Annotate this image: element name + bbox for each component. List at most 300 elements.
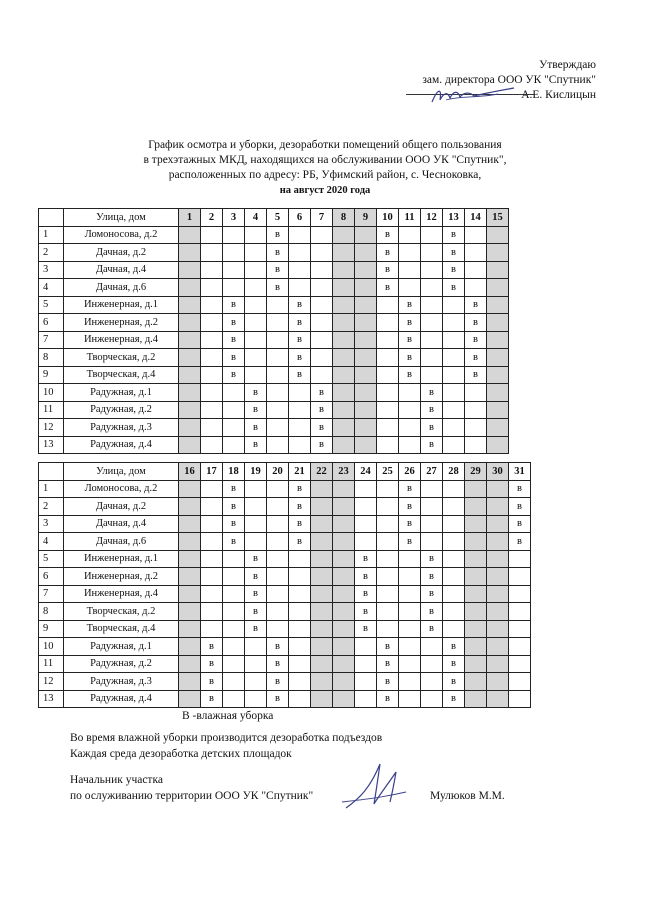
- day-cell: [201, 296, 223, 314]
- cleaning-mark-cell: в: [377, 690, 399, 708]
- cleaning-mark-cell: в: [399, 349, 421, 367]
- day-cell: [399, 620, 421, 638]
- day-cell: [333, 515, 355, 533]
- day-cell: [465, 436, 487, 454]
- cleaning-mark-cell: в: [443, 673, 465, 691]
- row-number-cell: 11: [39, 655, 64, 673]
- day-cell: [399, 568, 421, 586]
- day-cell: [443, 314, 465, 332]
- footer-position-line-2: по ослуживанию территории ООО УК "Спутник": [70, 790, 314, 802]
- day-cell: [267, 401, 289, 419]
- row-street-cell: Ломоносова, д.2: [64, 480, 179, 498]
- cleaning-mark-cell: в: [267, 655, 289, 673]
- day-cell: [355, 498, 377, 516]
- table-row: [39, 673, 531, 691]
- row-street-cell: Инженерная, д.2: [64, 568, 179, 586]
- cleaning-mark-cell: в: [311, 384, 333, 402]
- day-cell: [223, 401, 245, 419]
- cleaning-mark-cell: в: [311, 436, 333, 454]
- day-cell: [311, 603, 333, 621]
- day-cell: [421, 480, 443, 498]
- row-number-cell: 7: [39, 585, 64, 603]
- row-number-cell: 5: [39, 296, 64, 314]
- day-cell: [245, 226, 267, 244]
- cleaning-mark-cell: в: [399, 515, 421, 533]
- day-cell: [333, 261, 355, 279]
- approval-signature: [428, 82, 518, 108]
- day-cell: [443, 585, 465, 603]
- cleaning-mark-cell: в: [443, 279, 465, 297]
- cleaning-mark-cell: в: [267, 673, 289, 691]
- cleaning-mark-cell: в: [245, 585, 267, 603]
- day-cell: [201, 331, 223, 349]
- day-cell: [201, 226, 223, 244]
- day-cell: [399, 550, 421, 568]
- day-cell: [179, 314, 201, 332]
- day-cell: [399, 436, 421, 454]
- day-cell: [311, 498, 333, 516]
- cleaning-mark-cell: в: [311, 419, 333, 437]
- day-cell: [179, 279, 201, 297]
- day-cell: [289, 568, 311, 586]
- day-cell: [333, 401, 355, 419]
- day-cell: [289, 419, 311, 437]
- day-cell: [355, 331, 377, 349]
- table-row: [39, 638, 531, 656]
- day-cell: [245, 349, 267, 367]
- day-cell: [179, 498, 201, 516]
- cleaning-mark-cell: в: [465, 314, 487, 332]
- day-cell: [267, 568, 289, 586]
- day-cell: [487, 226, 509, 244]
- day-cell: [333, 603, 355, 621]
- day-cell: [289, 585, 311, 603]
- row-number-cell: 8: [39, 349, 64, 367]
- day-cell: [355, 296, 377, 314]
- day-cell: [465, 603, 487, 621]
- day-cell: [245, 673, 267, 691]
- day-cell: [223, 436, 245, 454]
- day-cell: [487, 690, 509, 708]
- day-cell: [355, 261, 377, 279]
- day-cell: [179, 349, 201, 367]
- day-cell: [311, 331, 333, 349]
- day-cell: [311, 620, 333, 638]
- title-line-1: График осмотра и уборки, дезоработки помещений общего пользования: [148, 139, 502, 151]
- day-cell: [267, 436, 289, 454]
- day-cell: [311, 226, 333, 244]
- cleaning-mark-cell: в: [201, 690, 223, 708]
- day-cell: [311, 366, 333, 384]
- day-cell: [333, 349, 355, 367]
- header-day-cell: 28: [443, 463, 465, 481]
- cleaning-mark-cell: в: [267, 279, 289, 297]
- day-cell: [179, 533, 201, 551]
- day-cell: [311, 515, 333, 533]
- day-cell: [179, 366, 201, 384]
- cleaning-mark-cell: в: [267, 261, 289, 279]
- day-cell: [289, 279, 311, 297]
- day-cell: [355, 480, 377, 498]
- cleaning-mark-cell: в: [377, 673, 399, 691]
- day-cell: [509, 585, 531, 603]
- cleaning-mark-cell: в: [289, 314, 311, 332]
- day-cell: [487, 419, 509, 437]
- row-street-cell: Радужная, д.3: [64, 673, 179, 691]
- day-cell: [201, 261, 223, 279]
- day-cell: [509, 568, 531, 586]
- cleaning-mark-cell: в: [289, 533, 311, 551]
- cleaning-mark-cell: в: [355, 550, 377, 568]
- day-cell: [377, 436, 399, 454]
- day-cell: [399, 401, 421, 419]
- day-cell: [223, 585, 245, 603]
- day-cell: [487, 533, 509, 551]
- day-cell: [179, 419, 201, 437]
- cleaning-mark-cell: в: [267, 638, 289, 656]
- row-street-cell: Радужная, д.4: [64, 436, 179, 454]
- title-month: на август 2020 года: [279, 185, 371, 196]
- day-cell: [355, 690, 377, 708]
- day-cell: [311, 296, 333, 314]
- day-cell: [421, 498, 443, 516]
- day-cell: [201, 366, 223, 384]
- row-street-cell: Дачная, д.2: [64, 244, 179, 262]
- day-cell: [465, 550, 487, 568]
- day-cell: [333, 436, 355, 454]
- day-cell: [289, 638, 311, 656]
- day-cell: [487, 550, 509, 568]
- schedule-table-2: [38, 462, 531, 708]
- day-cell: [421, 349, 443, 367]
- cleaning-mark-cell: в: [399, 480, 421, 498]
- day-cell: [267, 419, 289, 437]
- document-title: [0, 138, 650, 198]
- cleaning-mark-cell: в: [399, 296, 421, 314]
- day-cell: [421, 533, 443, 551]
- cleaning-mark-cell: в: [421, 401, 443, 419]
- day-cell: [399, 419, 421, 437]
- day-cell: [465, 261, 487, 279]
- row-number-cell: 10: [39, 384, 64, 402]
- day-cell: [487, 401, 509, 419]
- day-cell: [201, 244, 223, 262]
- day-cell: [487, 638, 509, 656]
- cleaning-mark-cell: в: [355, 585, 377, 603]
- day-cell: [487, 480, 509, 498]
- day-cell: [333, 419, 355, 437]
- header-day-cell: 14: [465, 209, 487, 227]
- day-cell: [289, 603, 311, 621]
- day-cell: [223, 673, 245, 691]
- day-cell: [223, 690, 245, 708]
- day-cell: [487, 620, 509, 638]
- header-day-cell: 15: [487, 209, 509, 227]
- header-day-cell: 21: [289, 463, 311, 481]
- day-cell: [355, 673, 377, 691]
- day-cell: [355, 279, 377, 297]
- day-cell: [487, 515, 509, 533]
- day-cell: [465, 585, 487, 603]
- cleaning-mark-cell: в: [443, 638, 465, 656]
- day-cell: [355, 384, 377, 402]
- day-cell: [289, 384, 311, 402]
- day-cell: [245, 515, 267, 533]
- day-cell: [421, 331, 443, 349]
- day-cell: [179, 436, 201, 454]
- table-row: [39, 480, 531, 498]
- cleaning-mark-cell: в: [223, 480, 245, 498]
- row-street-cell: Радужная, д.1: [64, 638, 179, 656]
- cleaning-mark-cell: в: [245, 384, 267, 402]
- day-cell: [179, 331, 201, 349]
- day-cell: [421, 638, 443, 656]
- day-cell: [487, 314, 509, 332]
- day-cell: [311, 480, 333, 498]
- day-cell: [465, 638, 487, 656]
- cleaning-mark-cell: в: [377, 655, 399, 673]
- day-cell: [399, 384, 421, 402]
- day-cell: [245, 655, 267, 673]
- day-cell: [223, 568, 245, 586]
- day-cell: [311, 349, 333, 367]
- cleaning-mark-cell: в: [267, 226, 289, 244]
- day-cell: [487, 498, 509, 516]
- cleaning-mark-cell: в: [421, 419, 443, 437]
- row-number-cell: 3: [39, 261, 64, 279]
- day-cell: [377, 585, 399, 603]
- day-cell: [201, 620, 223, 638]
- row-number-cell: 8: [39, 603, 64, 621]
- day-cell: [377, 384, 399, 402]
- day-cell: [487, 244, 509, 262]
- day-cell: [267, 366, 289, 384]
- day-cell: [333, 226, 355, 244]
- row-street-cell: Инженерная, д.4: [64, 331, 179, 349]
- header-day-cell: 26: [399, 463, 421, 481]
- cleaning-mark-cell: в: [377, 638, 399, 656]
- header-num-cell: [39, 209, 64, 227]
- day-cell: [465, 673, 487, 691]
- day-cell: [421, 655, 443, 673]
- day-cell: [465, 620, 487, 638]
- row-number-cell: 2: [39, 244, 64, 262]
- row-street-cell: Творческая, д.2: [64, 603, 179, 621]
- day-cell: [465, 226, 487, 244]
- day-cell: [377, 480, 399, 498]
- table-row: [39, 585, 531, 603]
- cleaning-mark-cell: в: [465, 331, 487, 349]
- day-cell: [201, 603, 223, 621]
- day-cell: [443, 436, 465, 454]
- table-row: [39, 603, 531, 621]
- day-cell: [333, 533, 355, 551]
- day-cell: [311, 533, 333, 551]
- row-street-cell: Ломоносова, д.2: [64, 226, 179, 244]
- day-cell: [355, 515, 377, 533]
- header-day-cell: 11: [399, 209, 421, 227]
- day-cell: [377, 550, 399, 568]
- day-cell: [465, 480, 487, 498]
- day-cell: [399, 279, 421, 297]
- day-cell: [443, 331, 465, 349]
- day-cell: [179, 244, 201, 262]
- day-cell: [487, 279, 509, 297]
- day-cell: [201, 480, 223, 498]
- cleaning-mark-cell: в: [465, 296, 487, 314]
- day-cell: [245, 480, 267, 498]
- day-cell: [267, 620, 289, 638]
- day-cell: [443, 366, 465, 384]
- header-day-cell: 31: [509, 463, 531, 481]
- cleaning-mark-cell: в: [443, 261, 465, 279]
- approval-position: зам. директора ООО УК "Спутник": [422, 74, 596, 86]
- day-cell: [311, 550, 333, 568]
- day-cell: [333, 568, 355, 586]
- cleaning-mark-cell: в: [509, 498, 531, 516]
- cleaning-mark-cell: в: [245, 620, 267, 638]
- cleaning-mark-cell: в: [223, 296, 245, 314]
- header-street-cell: Улица, дом: [64, 209, 179, 227]
- day-cell: [245, 296, 267, 314]
- day-cell: [179, 480, 201, 498]
- table-row: [39, 366, 509, 384]
- table-row: [39, 690, 531, 708]
- day-cell: [509, 550, 531, 568]
- cleaning-mark-cell: в: [267, 244, 289, 262]
- cleaning-mark-cell: в: [289, 349, 311, 367]
- table-row: [39, 384, 509, 402]
- day-cell: [333, 366, 355, 384]
- cleaning-mark-cell: в: [245, 436, 267, 454]
- table-row: [39, 279, 509, 297]
- day-cell: [443, 401, 465, 419]
- day-cell: [245, 331, 267, 349]
- day-cell: [377, 498, 399, 516]
- day-cell: [333, 690, 355, 708]
- row-number-cell: 10: [39, 638, 64, 656]
- cleaning-mark-cell: в: [201, 638, 223, 656]
- cleaning-mark-cell: в: [289, 498, 311, 516]
- day-cell: [267, 603, 289, 621]
- day-cell: [245, 366, 267, 384]
- day-cell: [377, 349, 399, 367]
- day-cell: [311, 244, 333, 262]
- header-day-cell: 18: [223, 463, 245, 481]
- day-cell: [421, 673, 443, 691]
- table-row: [39, 498, 531, 516]
- day-cell: [223, 384, 245, 402]
- day-cell: [333, 673, 355, 691]
- day-cell: [267, 384, 289, 402]
- cleaning-mark-cell: в: [421, 620, 443, 638]
- day-cell: [487, 384, 509, 402]
- day-cell: [267, 498, 289, 516]
- header-day-cell: 6: [289, 209, 311, 227]
- day-cell: [267, 533, 289, 551]
- day-cell: [421, 515, 443, 533]
- cleaning-mark-cell: в: [245, 401, 267, 419]
- day-cell: [201, 436, 223, 454]
- day-cell: [245, 638, 267, 656]
- day-cell: [355, 349, 377, 367]
- day-cell: [377, 366, 399, 384]
- day-cell: [201, 568, 223, 586]
- day-cell: [333, 244, 355, 262]
- day-cell: [333, 620, 355, 638]
- day-cell: [333, 279, 355, 297]
- header-day-cell: 20: [267, 463, 289, 481]
- table-header-row: [39, 209, 509, 227]
- day-cell: [245, 314, 267, 332]
- day-cell: [399, 603, 421, 621]
- day-cell: [355, 244, 377, 262]
- row-street-cell: Радужная, д.2: [64, 655, 179, 673]
- day-cell: [201, 498, 223, 516]
- day-cell: [465, 498, 487, 516]
- header-day-cell: 3: [223, 209, 245, 227]
- day-cell: [465, 384, 487, 402]
- day-cell: [399, 585, 421, 603]
- day-cell: [223, 655, 245, 673]
- table-row: [39, 655, 531, 673]
- day-cell: [355, 533, 377, 551]
- day-cell: [267, 480, 289, 498]
- day-cell: [223, 550, 245, 568]
- footer-name: Мулюков М.М.: [430, 790, 505, 802]
- day-cell: [311, 261, 333, 279]
- day-cell: [267, 296, 289, 314]
- day-cell: [487, 673, 509, 691]
- day-cell: [311, 673, 333, 691]
- day-cell: [399, 638, 421, 656]
- row-number-cell: 11: [39, 401, 64, 419]
- header-day-cell: 9: [355, 209, 377, 227]
- day-cell: [355, 419, 377, 437]
- cleaning-mark-cell: в: [289, 515, 311, 533]
- header-day-cell: 29: [465, 463, 487, 481]
- day-cell: [333, 331, 355, 349]
- day-cell: [377, 603, 399, 621]
- day-cell: [421, 244, 443, 262]
- day-cell: [179, 384, 201, 402]
- row-number-cell: 4: [39, 533, 64, 551]
- day-cell: [487, 296, 509, 314]
- day-cell: [179, 261, 201, 279]
- row-number-cell: 13: [39, 690, 64, 708]
- day-cell: [223, 279, 245, 297]
- cleaning-mark-cell: в: [443, 226, 465, 244]
- note-1: Во время влажной уборки производится дезоработка подъездов: [70, 732, 383, 744]
- day-cell: [465, 533, 487, 551]
- day-cell: [443, 620, 465, 638]
- day-cell: [289, 226, 311, 244]
- day-cell: [333, 550, 355, 568]
- cleaning-mark-cell: в: [509, 515, 531, 533]
- day-cell: [245, 498, 267, 516]
- day-cell: [377, 515, 399, 533]
- day-cell: [465, 515, 487, 533]
- day-cell: [377, 620, 399, 638]
- day-cell: [377, 568, 399, 586]
- header-day-cell: 22: [311, 463, 333, 481]
- day-cell: [201, 384, 223, 402]
- day-cell: [487, 349, 509, 367]
- row-number-cell: 13: [39, 436, 64, 454]
- header-num-cell: [39, 463, 64, 481]
- day-cell: [223, 244, 245, 262]
- header-day-cell: 19: [245, 463, 267, 481]
